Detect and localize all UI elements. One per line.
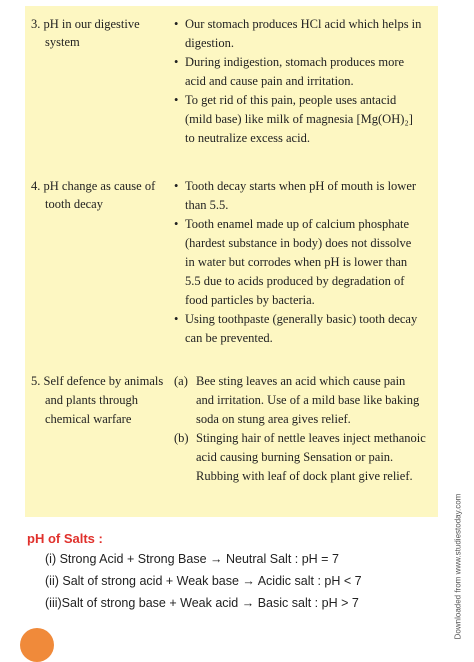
list-marker: (b) bbox=[174, 431, 189, 445]
point-line: digestion. bbox=[185, 36, 234, 50]
bullet-marker: • bbox=[174, 179, 179, 193]
topic-line: and plants through bbox=[45, 393, 139, 407]
point-line: Tooth decay starts when pH of mouth is lower bbox=[185, 179, 417, 193]
topic-line: chemical warfare bbox=[45, 412, 132, 426]
row-topic bbox=[31, 372, 181, 429]
list-item bbox=[174, 215, 436, 310]
point-line: (hardest substance in body) does not dissolve bbox=[185, 236, 412, 250]
point-line: soda on stung area gives relief. bbox=[196, 412, 351, 426]
page-corner-decoration bbox=[20, 628, 54, 662]
side-watermark bbox=[447, 493, 469, 639]
list-item bbox=[174, 177, 436, 215]
salts-heading: pH of Salts : bbox=[27, 531, 103, 546]
side-watermark-text: Downloaded from www.studiestoday.com bbox=[453, 493, 463, 639]
point-line: acid and cause pain and irritation. bbox=[185, 74, 354, 88]
point-line: Using toothpaste (generally basic) tooth decay bbox=[185, 312, 418, 326]
bullet-marker: • bbox=[174, 93, 179, 107]
content-table bbox=[25, 6, 438, 517]
point-line: Our stomach produces HCl acid which helps in bbox=[185, 17, 422, 31]
point-line: (mild base) like milk of magnesia [Mg(OH)₂] bbox=[185, 112, 413, 126]
topic-line: 5. Self defence by animals bbox=[31, 374, 164, 388]
topic-line: system bbox=[45, 35, 80, 49]
topic-line: tooth decay bbox=[45, 197, 103, 211]
row-topic bbox=[31, 15, 181, 51]
list-marker: (a) bbox=[174, 374, 188, 388]
point-line: To get rid of this pain, people uses antacid bbox=[185, 93, 397, 107]
row-topic bbox=[31, 177, 181, 213]
point-line: can be prevented. bbox=[185, 331, 273, 345]
list-item bbox=[174, 53, 436, 91]
row-points bbox=[174, 15, 436, 148]
bullet-marker: • bbox=[174, 217, 179, 231]
topic-line: 4. pH change as cause of bbox=[31, 179, 156, 193]
point-line: than 5.5. bbox=[185, 198, 229, 212]
bullet-marker: • bbox=[174, 312, 179, 326]
point-line: Rubbing with leaf of dock plant give relief. bbox=[196, 469, 413, 483]
bullet-marker: • bbox=[174, 17, 179, 31]
point-line: Tooth enamel made up of calcium phosphate bbox=[185, 217, 410, 231]
point-line: acid causing burning Sensation or pain. bbox=[196, 450, 394, 464]
topic-line: 3. pH in our digestive bbox=[31, 17, 140, 31]
list-item bbox=[174, 15, 436, 53]
salt-line: (iii)Salt of strong base + Weak acid → Basic salt : pH > 7 bbox=[45, 596, 359, 610]
point-line: Bee sting leaves an acid which cause pain bbox=[196, 374, 406, 388]
point-line: During indigestion, stomach produces more bbox=[185, 55, 405, 69]
salt-line: (i) Strong Acid + Strong Base → Neutral Salt : pH = 7 bbox=[45, 552, 339, 566]
point-line: food particles by bacteria. bbox=[185, 293, 315, 307]
list-item bbox=[174, 91, 436, 148]
point-line: and irritation. Use of a mild base like baking bbox=[196, 393, 420, 407]
row-points bbox=[174, 372, 436, 486]
point-line: 5.5 due to acids produced by degradation of bbox=[185, 274, 405, 288]
salt-line: (ii) Salt of strong acid + Weak base → Acidic salt : pH < 7 bbox=[45, 574, 362, 588]
list-item bbox=[174, 310, 436, 348]
list-item bbox=[174, 372, 436, 429]
row-points bbox=[174, 177, 436, 348]
list-item bbox=[174, 429, 436, 486]
bullet-marker: • bbox=[174, 55, 179, 69]
point-line: in water but corrodes when pH is lower than bbox=[185, 255, 408, 269]
point-line: Stinging hair of nettle leaves inject methanoic bbox=[196, 431, 426, 445]
point-line: to neutralize excess acid. bbox=[185, 131, 310, 145]
